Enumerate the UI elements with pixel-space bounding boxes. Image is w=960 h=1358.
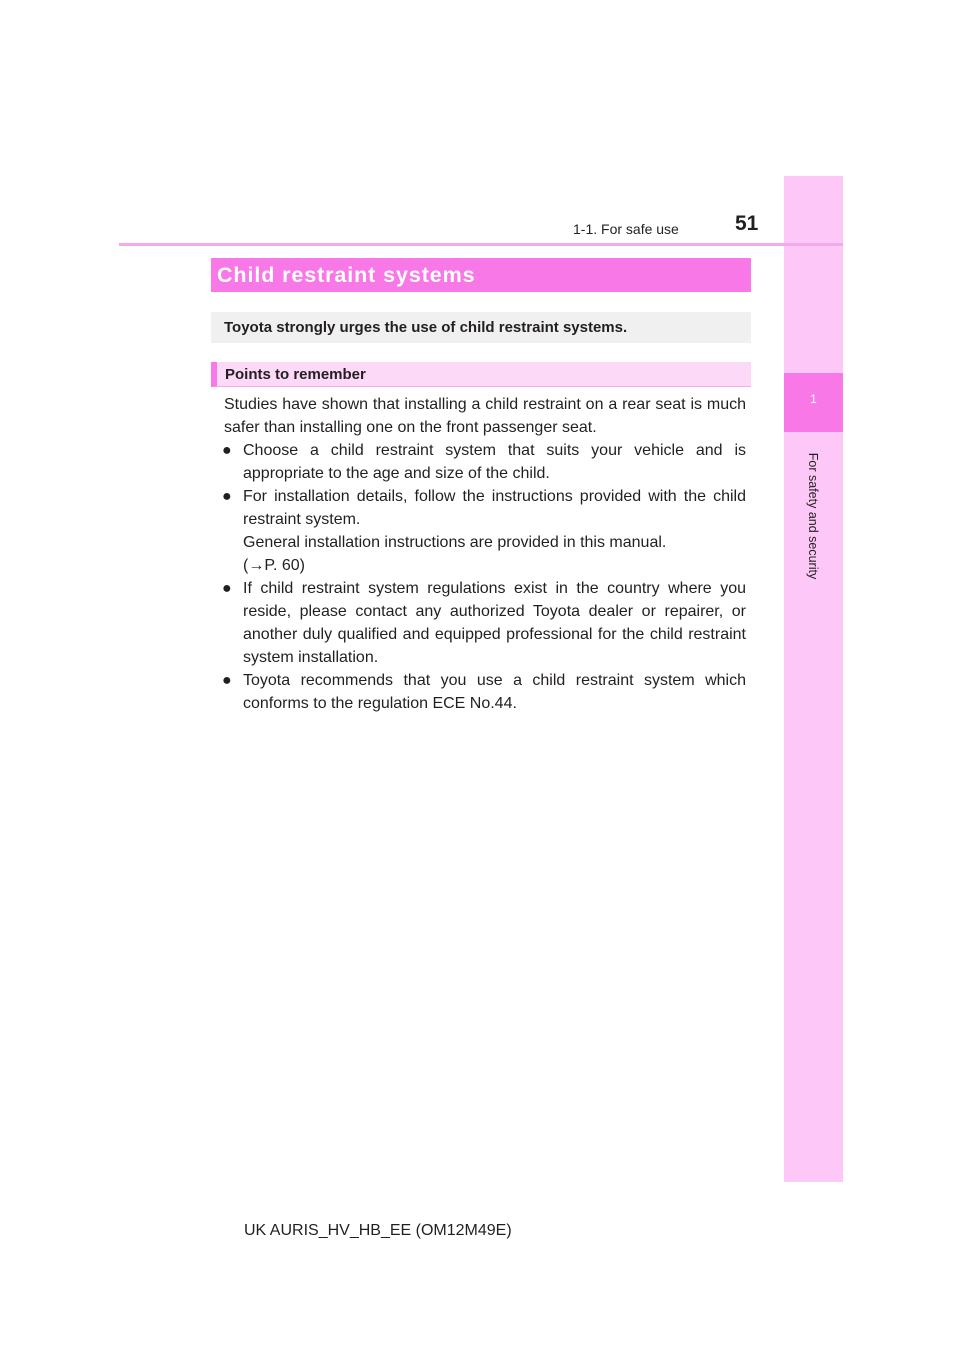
list-item-note: General installation instructions are provided in this manual. [243, 534, 667, 551]
intro-paragraph: Studies have shown that installing a child restraint on a rear seat is much safer than installing one on the front passenger seat. [224, 396, 746, 436]
lead-statement: Toyota strongly urges the use of child restraint systems. [211, 312, 751, 343]
subheading: Points to remember [211, 362, 751, 387]
chapter-number: 1 [810, 392, 817, 406]
body-text [224, 393, 746, 715]
list-item [224, 485, 746, 577]
list-item [224, 577, 746, 669]
side-chapter-tab [784, 176, 843, 1182]
section-reference: 1-1. For safe use [573, 221, 679, 237]
list-item-text: If child restraint system regulations exist in the country where you reside, please contact any authorized Toyota dealer or repairer, or another duly qualified and equipped professional for the child restraint system installation. [243, 580, 746, 666]
list-item-text: Toyota recommends that you use a child restraint system which conforms to the regulation ECE No.44. [243, 672, 746, 712]
bullet-icon: ● [222, 442, 232, 459]
list-item-text: For installation details, follow the instructions provided with the child restraint system. [243, 488, 746, 528]
page-reference-link[interactable]: (→P. 60) [243, 557, 305, 574]
footer-model-code: UK AURIS_HV_HB_EE (OM12M49E) [244, 1222, 512, 1239]
list-item-text: Choose a child restraint system that suits your vehicle and is appropriate to the age and size of the child. [243, 442, 746, 482]
bullet-icon: ● [222, 672, 232, 689]
bullet-icon: ● [222, 488, 232, 505]
header-rule [119, 243, 843, 246]
chapter-title: For safety and security [806, 452, 820, 580]
list-item [224, 669, 746, 715]
page-title: Child restraint systems [211, 258, 751, 292]
list-item [224, 439, 746, 485]
bullet-icon: ● [222, 580, 232, 597]
page-number: 51 [735, 212, 759, 235]
